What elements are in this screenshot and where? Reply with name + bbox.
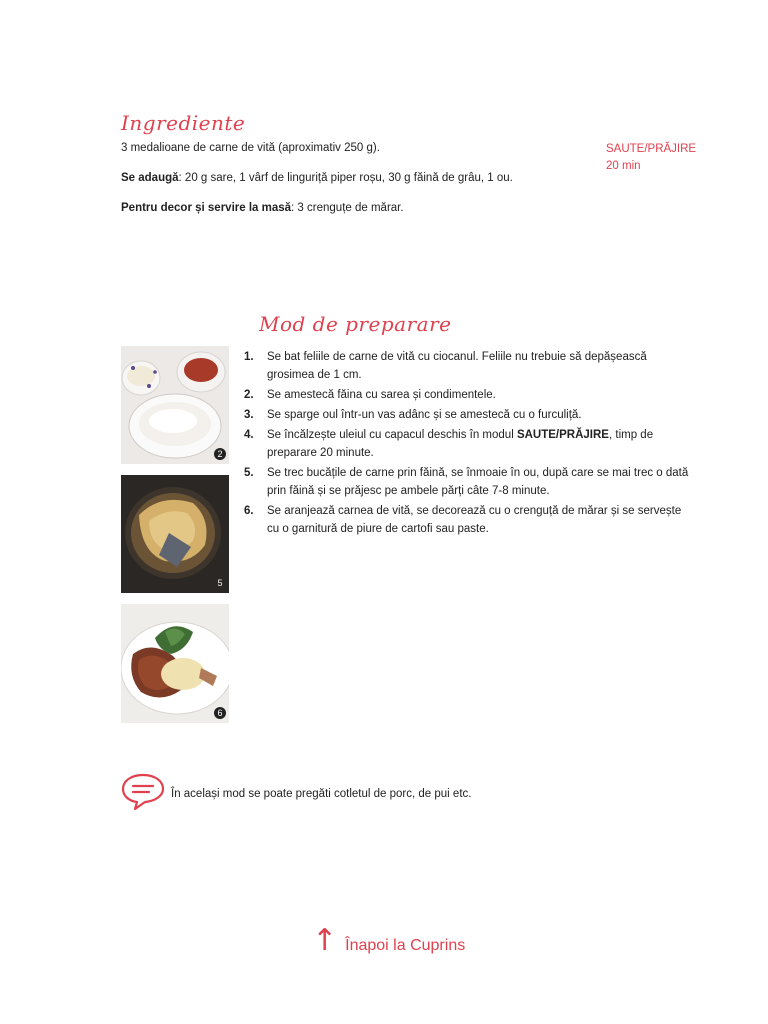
step-number: 2.	[244, 389, 254, 401]
step-text: Se aranjează carnea de vită, se decorează cu o crenguță de mărar și se servește cu o garnitură de piure de cartofi sau paste.	[267, 505, 682, 535]
step-photo-frying	[121, 475, 229, 593]
step-text: Se trec bucățile de carne prin făină, se înmoaie în ou, după care se mai trec o dată prin făină și se prăjesc pe ambele părți câte 7-8 minute.	[267, 467, 689, 497]
up-arrow-icon: ↑	[312, 923, 338, 958]
ingredients-base-line: 3 medalioane de carne de vită (aproximativ 250 g).	[121, 142, 380, 154]
step-item	[244, 502, 694, 538]
frying-meat-photo	[121, 475, 229, 593]
step-number: 6.	[244, 505, 254, 517]
ingredients-decor-text: : 3 crenguțe de mărar.	[291, 202, 404, 214]
ingredients-added-line	[121, 172, 513, 184]
step-badge: 2	[214, 448, 226, 460]
step-item	[244, 464, 694, 500]
back-to-contents-label: Înapoi la Cuprins	[345, 937, 466, 954]
step-text: Se încălzește uleiul cu capacul deschis în modul	[267, 429, 517, 441]
step-text: Se amestecă făina cu sarea și condimentele.	[267, 389, 496, 401]
step-item	[244, 426, 694, 462]
step-number: 3.	[244, 409, 254, 421]
step-photo-flour-bowls	[121, 346, 229, 464]
step-text: Se sparge oul într-un vas adânc și se amestecă cu o furculiță.	[267, 409, 582, 421]
step-item	[244, 406, 694, 424]
step-photo-plated	[121, 604, 229, 723]
step-item	[244, 386, 694, 404]
tip-text: În același mod se poate pregăti cotletul de porc, de pui etc.	[171, 788, 472, 800]
cooking-mode-name: SAUTE/PRĂJIRE	[606, 143, 697, 155]
step-number: 5.	[244, 467, 254, 479]
speech-bubble-icon	[121, 772, 165, 814]
ingredients-decor-label: Pentru decor și servire la masă	[121, 202, 292, 214]
step-item	[244, 348, 694, 384]
step-text-end: , timp de preparare 20 minute.	[267, 429, 654, 459]
step-mode-highlight: SAUTE/PRĂJIRE	[516, 429, 609, 441]
ingredients-decor-line	[121, 202, 404, 214]
step-text: Se bat feliile de carne de vită cu ciocanul. Feliile nu trebuie să depășească grosimea de 1 cm.	[267, 351, 647, 381]
flour-bowls-photo	[121, 346, 229, 464]
cooking-mode-info	[606, 141, 696, 175]
plated-dish-photo	[121, 604, 229, 723]
step-number: 1.	[244, 351, 254, 363]
ingredients-added-label: Se adaugă	[121, 172, 179, 184]
step-badge: 5	[217, 578, 223, 588]
ingredients-title: Ingrediente	[121, 111, 246, 135]
step-number: 4.	[244, 429, 254, 441]
preparation-steps	[244, 348, 694, 540]
preparation-title: Mod de preparare	[259, 312, 452, 336]
ingredients-added-text: : 20 g sare, 1 vârf de linguriță piper roșu, 30 g făină de grâu, 1 ou.	[178, 172, 513, 184]
back-to-contents-link[interactable]	[312, 918, 465, 958]
step-badge: 6	[214, 707, 226, 719]
cooking-time: 20 min	[606, 160, 641, 172]
